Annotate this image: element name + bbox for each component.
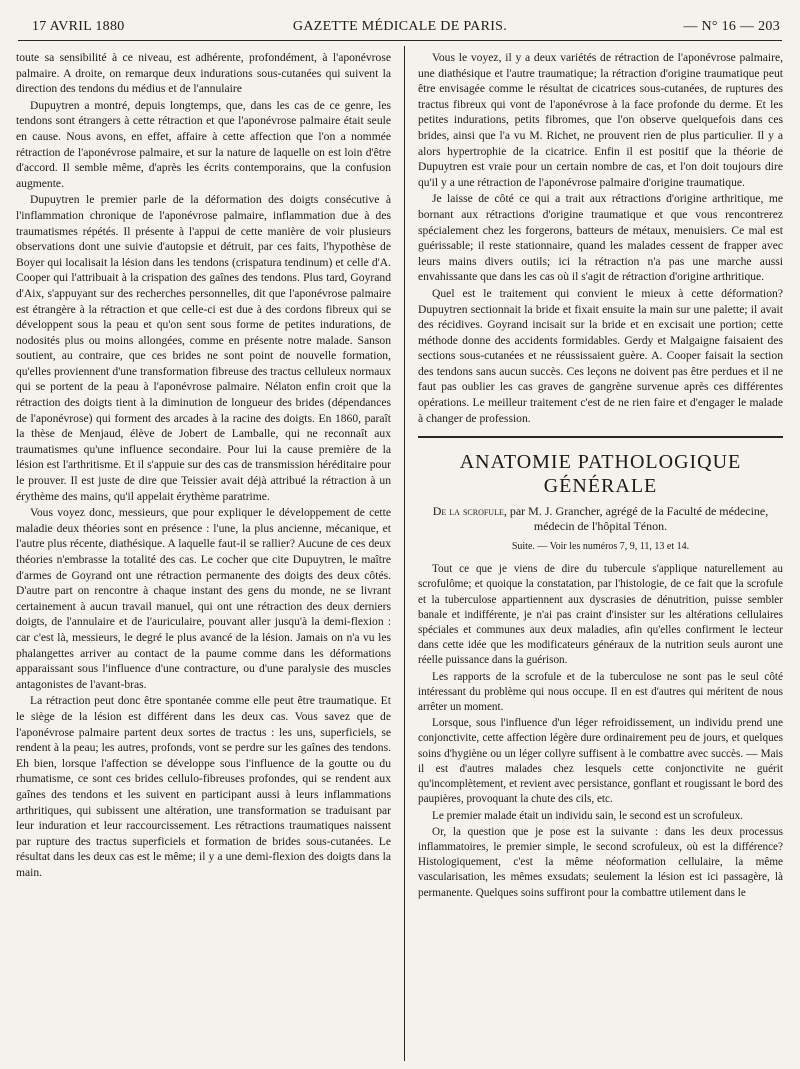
section-divider bbox=[418, 436, 783, 438]
article-byline bbox=[418, 504, 783, 534]
paragraph: Les rapports de la scrofule et de la tuberculose ne sont pas le seul côté intéressant du problème qui nous occupe. Il en est d'autres qui méritent de nous arrêter un moment. bbox=[418, 670, 783, 714]
paragraph: Dupuytren le premier parle de la déformation des doigts consécutive à l'inflammation chronique de l'aponévrose palmaire, inflammation due à des traumatismes répétés. Il présente à l'appui de cette manière de voir plusieurs observations dont une suivie d'autopsie et détruit, par ces faits, l'hypothèse de Boyer qui localisait la lésion dans les tendons (crispatura tendinum) et celle d'A. Cooper qui l'attribuait à la crispation des gaînes des tendons. Plus tard, Goyrand d'Aix, s'appuyant sur des recherches personnelles, dit que l'aponévrose palmaire est étrangère à la rétraction et que celle-ci est due à des cordons fibreux qui se développent sous la peau et qu'on sent sous forme de petites indurations, de nodosités plus ou moins allongées, comme en présente notre malade. Sanson soutient, au contraire, que ces brides ne sont point de nouvelle formation, qu'elles proviennent d'une transformation fibreuse des tractus celluleux normaux qui se portent de la peau à l'aponévrose palmaire. Nélaton enfin croit que la rétraction des doigts tient à la diminution de longueur des brides (dépendances de l'aponévrose) qui forment des arcades à la racine des doigts. En 1860, paraît la thèse de Menjaud, élève de Jobert de Lamballe, qui ne reconnaît aux traumatismes qu'une influence secondaire. Pour lui la cause première de la lésion est l'arthritisme. Et il s'appuie sur des cas de transmission héréditaire pour le prouver. Il est juste de dire que Teissier avait déjà attribué la rétraction à un érythème des mains, qu'il appelait érythème paratrime. bbox=[16, 193, 391, 503]
paragraph: Quel est le traitement qui convient le mieux à cette déformation? Dupuytren sectionnait la bride et fixait ensuite la main sur une palette; il avait des récidives. Goyrand incisait sur la bride et en excisait une portion; cette méthode donne des accidents formidables. Gerdy et Malgaigne faisaient des sections sous-cutanées et ne réussissaient guère. A. Cooper faisait la section des tendons sans aucun succès. Ces leçons ne doivent pas être perdues et il ne faut pas oublier les cas graves de gangrène survenue après ces différentes opérations. Le meilleur traitement c'est de ne rien faire et d'engager le malade à changer de profession. bbox=[418, 286, 783, 425]
header-date: 17 AVRIL 1880 bbox=[32, 19, 125, 34]
paragraph: Or, la question que je pose est la suivante : dans les deux processus inflammatoires, le premier simple, le second scrofuleux, où est la différence? Histologiquement, c'est la même néoformation cellulaire, la même vascularisation, les mêmes exsudats; seulement la lésion est ici passagère, là permanente. Quelques soins suffiront pour la combattre utilement dans le bbox=[418, 825, 783, 899]
byline-subject: De la scrofule bbox=[432, 504, 504, 519]
header-title: GAZETTE MÉDICALE DE PARIS. bbox=[292, 19, 508, 34]
paragraph: La rétraction peut donc être spontanée comme elle peut être traumatique. Et le siège de la lésion est différent dans les deux cas. Vous savez que de l'aponévrose palmaire partent deux sortes de tractus : les uns, superficiels, se rendent à la peau; les autres, profonds, vont se perdre sur les gaînes des tendons. Eh bien, lorsque l'affection se développe sous l'influence de la goutte ou du rhumatisme, ce sont ces brides cellulo-fibreuses profondes, qui se rendent aux gaînes des tendons et les suivent en participant aussi à leurs inflammations arthritiques, qui subissent une altération, une transformation se traduisant par leur induration et leur raccourcissement. Les rétractions traumatiques naissent par rupture des tractus superficiels et formation de brides sous-cutanées. Le résultat dans les deux cas est le même; il y a une demi-flexion des doigts dans la main. bbox=[16, 694, 391, 879]
paragraph: Tout ce que je viens de dire du tubercule s'applique naturellement au scrofulôme; et quoique la constatation, par l'histologie, de ce fait que la scrofule et la tuberculose appartiennent aux dyscrasies de dénutrition, puisse sembler banale et indifférente, je n'ai pas craint d'insister sur les altérations cellulaires spéciales et communes aux deux maladies, afin qu'elles confirment le lecteur dans cette idée que les modificateurs généraux de la nutrition seuls auront une réelle puissance dans la guérison. bbox=[418, 563, 783, 667]
left-column bbox=[16, 50, 391, 1059]
paragraph: Lorsque, sous l'influence d'un léger refroidissement, un individu prend une conjonctivite, cette affection légère dure ordinairement peu de jours, et quelques soins d'hygiène ou un léger collyre suffisent à le combattre avec succès. — Mais il est d'autres malades chez lesquels cette conjonctivite ne guérit qu'incomplètement, et revient avec persistance, gonflant et rougissant le bord des paupières, provoquant la chute des cils, etc. bbox=[418, 717, 783, 806]
page-header bbox=[18, 14, 782, 41]
continuation-note: Suite. — Voir les numéros 7, 9, 11, 13 et 14. bbox=[511, 541, 690, 553]
paragraph: Vous voyez donc, messieurs, que pour expliquer le développement de cette maladie deux théories sont en présence : l'une, la plus ancienne, mécanique, et l'autre plus récente, diathésique. A laquelle faut-il se rallier? Aucune de ces deux théories n'embrasse la totalité des cas. Le cocher que cite Dupuytren, le maître d'armes de Goyrand ont une rétraction permanente des doigts des deux côtés. D'autre part on rencontre à chaque instant des gens du monde, ne se livrant certainement à aucun travail manuel, qui ont une rétraction des deux derniers doigts, de l'annulaire et de l'auriculaire, pouvant aller jusqu'à la demi-flexion : car c'est là, messieurs, le degré le plus avancé de la lésion. Jamais on n'a vu les phalangettes arriver au contact de la paume comme dans les déformations apparaissant sous l'influence d'une contracture, ou d'une paralysie des muscles antagonistes de l'avant-bras. bbox=[16, 506, 391, 691]
column-divider bbox=[404, 46, 405, 1061]
paragraph: Le premier malade était un individu sain, le second est un scrofuleux. bbox=[432, 809, 743, 822]
paragraph: Je laisse de côté ce qui a trait aux rétractions d'origine arthritique, me bornant aux rétractions d'origine traumatique et que vous rencontrerez spécialement chez les forgerons, batteurs de métaux, menuisiers. Ce mal est guérissable; il reste stationnaire, quand les malades cessent de frapper avec leurs mains divers outils; ici la rétraction n'a pas une marche aussi envahissante que dans les cas où il s'agit de rétraction d'origine arthritique. bbox=[418, 192, 783, 284]
header-issue-page: — N° 16 — 203 bbox=[683, 19, 780, 34]
section-title: ANATOMIE PATHOLOGIQUE GÉNÉRALE bbox=[459, 451, 742, 498]
byline-author: , par M. J. Grancher, agrégé de la Faculté de médecine, médecin de l'hôpital Ténon. bbox=[503, 504, 769, 534]
paragraph: Dupuytren a montré, depuis longtemps, que, dans les cas de ce genre, les tendons sont étrangers à cette rétraction et que l'aponévrose palmaire était seule en cause. Nous avons, en effet, affaire à cette affection que l'on a nommée rétraction de l'aponévrose palmaire, et sur la nature de laquelle on est loin d'être d'accord. Il semble même, d'après les écrits contemporains, que la confusion augmente. bbox=[16, 98, 391, 190]
article-body bbox=[418, 562, 783, 900]
paragraph: toute sa sensibilité à ce niveau, est adhérente, profondément, à l'aponévrose palmaire. A droite, on remarque deux indurations sous-cutanées qui suivent la direction des tendons du médius et de l'annulaire bbox=[16, 51, 391, 96]
right-column bbox=[418, 50, 783, 1059]
paragraph: Vous le voyez, il y a deux variétés de rétraction de l'aponévrose palmaire, une diathésique et l'autre traumatique; la rétraction d'origine traumatique peut être envisagée comme le résultat de cicatrices sous-cutanées, de ruptures des tractus fibreux qui vont de l'aponévrose à la face profonde du derme. Et les petites indurations, petits fibromes, que l'on observe quelquefois dans ces brides, ainsi que l'a vu M. Richet, ne prouvent rien de plus particulier. Il y a alors hypertrophie de la cicatrice. Enfin il est positif que la théorie de Dupuytren est vraie pour un certain nombre de cas, et l'on doit toujours dire qu'il y a une rétraction de l'aponévrose palmaire d'origine traumatique. bbox=[418, 51, 783, 189]
